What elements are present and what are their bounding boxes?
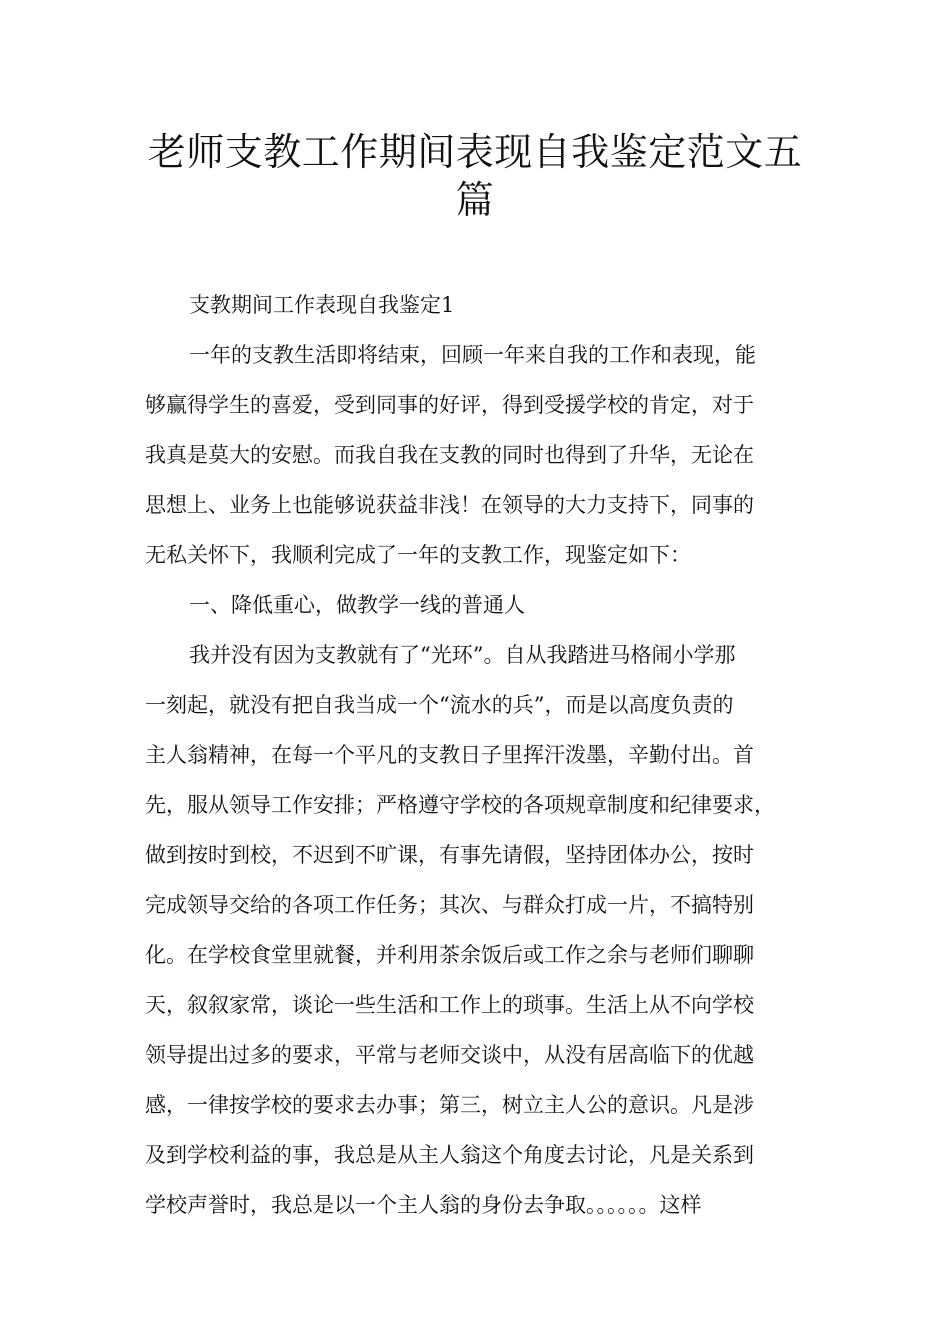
document-title xyxy=(120,128,830,224)
subheading: 一、降低重心，做教学一线的普通人 xyxy=(189,593,525,617)
paragraph-line: 感，一律按学校的要求去办事；第三，树立主人公的意识。凡是涉 xyxy=(145,1093,754,1117)
paragraph-line: 及到学校利益的事，我总是从主人翁这个角度去讨论，凡是关系到 xyxy=(145,1143,754,1167)
paragraph-line: 先，服从领导工作安排；严格遵守学校的各项规章制度和纪律要求， xyxy=(145,793,775,817)
paragraph-line: 做到按时到校，不迟到不旷课，有事先请假，坚持团体办公，按时 xyxy=(145,843,754,867)
paragraph-line: 完成领导交给的各项工作任务；其次、与群众打成一片，不搞特别 xyxy=(145,893,754,917)
section-heading: 支教期间工作表现自我鉴定1 xyxy=(189,293,455,317)
paragraph-line: 主人翁精神，在每一个平凡的支教日子里挥汗泼墨，辛勤付出。首 xyxy=(145,743,754,767)
paragraph-line: 化。在学校食堂里就餐，并利用茶余饭后或工作之余与老师们聊聊 xyxy=(145,943,754,967)
paragraph-line: 学校声誉时，我总是以一个主人翁的身份去争取。。。。。。这样 xyxy=(145,1193,702,1217)
title-line-2: 篇 xyxy=(455,178,495,222)
paragraph-line: 领导提出过多的要求，平常与老师交谈中，从没有居高临下的优越 xyxy=(145,1043,754,1067)
paragraph-line: 无私关怀下，我顺利完成了一年的支教工作，现鉴定如下： xyxy=(145,543,691,567)
paragraph-line: 我真是莫大的安慰。而我自我在支教的同时也得到了升华，无论在 xyxy=(145,443,754,467)
paragraph-line: 一刻起，就没有把自我当成一个“流水的兵”，而是以高度负责的 xyxy=(145,693,734,717)
title-line-1: 老师支教工作期间表现自我鉴定范文五 xyxy=(147,130,803,174)
document-body xyxy=(145,280,825,1230)
paragraph-line: 我并没有因为支教就有了“光环”。自从我踏进马格闹小学那 xyxy=(189,643,736,667)
paragraph-line: 思想上、业务上也能够说获益非浅！在领导的大力支持下，同事的 xyxy=(145,493,754,517)
paragraph-line: 一年的支教生活即将结束，回顾一年来自我的工作和表现，能 xyxy=(189,343,756,367)
paragraph-line: 天，叙叙家常，谈论一些生活和工作上的琐事。生活上从不向学校 xyxy=(145,993,754,1017)
paragraph-line: 够赢得学生的喜爱，受到同事的好评，得到受援学校的肯定，对于 xyxy=(145,393,754,417)
